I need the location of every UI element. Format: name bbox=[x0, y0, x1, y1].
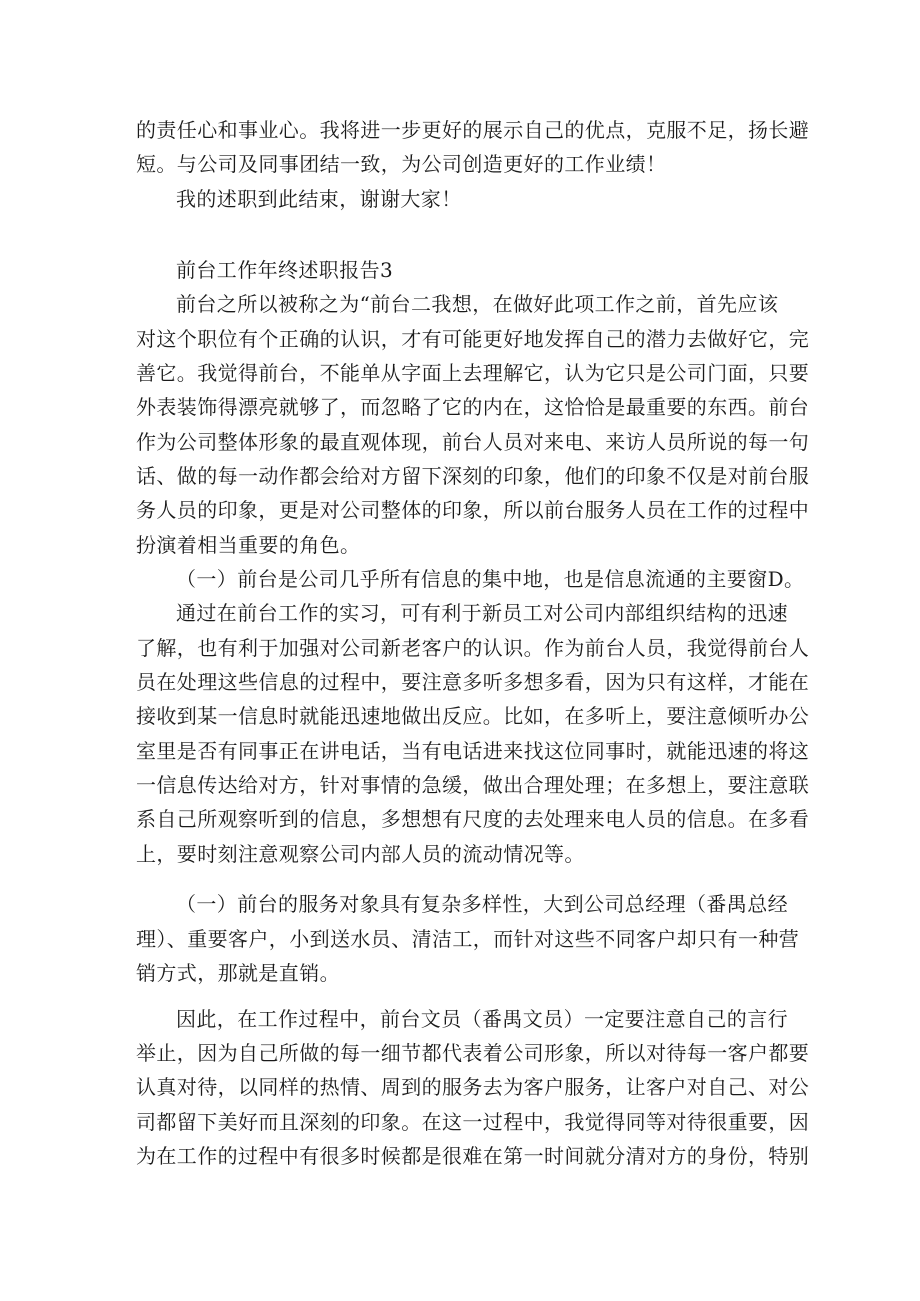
text-line: 理）、重要客户，小到送水员、清洁工，而针对这些不同客户却只有一种营 bbox=[136, 927, 800, 951]
text-line: 上，要时刻注意观察公司内部人员的流动情况等。 bbox=[136, 842, 585, 866]
text-line: 接收到某一信息时就能迅速地做出反应。比如，在多听上，要注意倾听办公 bbox=[136, 704, 810, 728]
text-line: （一）前台的服务对象具有复杂多样性，大到公司总经理（番禺总经 bbox=[176, 892, 788, 916]
text-line: 认真对待，以同样的热情、周到的服务去为客户服务，让客户对自己、对公 bbox=[136, 1075, 810, 1099]
text-line: 善它。我觉得前台，不能单从字面上去理解它，认为它只是公司门面，只要 bbox=[136, 361, 810, 385]
section-heading: 前台工作年终述职报告3 bbox=[176, 258, 394, 282]
text-line: 系自己所观察听到的信息，多想想有尺度的去处理来电人员的信息。在多看 bbox=[136, 807, 810, 831]
text-line: 室里是否有同事正在讲电话，当有电话进来找这位同事时，就能迅速的将这 bbox=[136, 739, 810, 763]
text-line: 的责任心和事业心。我将进一步更好的展示自己的优点，克服不足，扬长避 bbox=[136, 118, 810, 142]
text-line: 通过在前台工作的实习，可有利于新员工对公司内部组织结构的迅速 bbox=[176, 601, 788, 625]
text-line: 员在处理这些信息的过程中，要注意多听多想多看，因为只有这样，才能在 bbox=[136, 670, 810, 694]
text-line: （一）前台是公司几乎所有信息的集中地，也是信息流通的主要窗D。 bbox=[176, 567, 805, 591]
text-line: 为在工作的过程中有很多时候都是很难在第一时间就分清对方的身份，特别 bbox=[136, 1144, 810, 1168]
text-line: 司都留下美好而且深刻的印象。在这一过程中，我觉得同等对待很重要，因 bbox=[136, 1110, 810, 1134]
text-line: 销方式，那就是直销。 bbox=[136, 961, 340, 985]
text-line: 务人员的印象，更是对公司整体的印象，所以前台服务人员在工作的过程中 bbox=[136, 498, 810, 522]
text-line: 对这个职位有个正确的认识，才有可能更好地发挥自己的潜力去做好它，完 bbox=[136, 327, 810, 351]
text-line: 外表装饰得漂亮就够了，而忽略了它的内在，这恰恰是最重要的东西。前台 bbox=[136, 395, 810, 419]
text-line: 举止，因为自己所做的每一细节都代表着公司形象，所以对待每一客户都要 bbox=[136, 1041, 810, 1065]
text-line: 短。与公司及同事团结一致，为公司创造更好的工作业绩！ bbox=[136, 152, 667, 176]
text-line: 前台之所以被称之为“前台二我想，在做好此项工作之前，首先应该 bbox=[176, 292, 779, 316]
text-line: 因此，在工作过程中，前台文员（番禺文员）一定要注意自己的言行 bbox=[176, 1007, 788, 1031]
text-line: 扮演着相当重要的角色。 bbox=[136, 533, 361, 557]
text-line: 作为公司整体形象的最直观体现，前台人员对来电、来访人员所说的每一句 bbox=[136, 430, 810, 454]
text-line: 了解，也有利于加强对公司新老客户的认识。作为前台人员，我觉得前台人 bbox=[136, 636, 810, 660]
text-line: 话、做的每一动作都会给对方留下深刻的印象，他们的印象不仅是对前台服 bbox=[136, 464, 810, 488]
text-line: 一信息传达给对方，针对事情的急缓，做出合理处理；在多想上，要注意联 bbox=[136, 773, 810, 797]
text-line: 我的述职到此结束，谢谢大家！ bbox=[176, 187, 462, 211]
